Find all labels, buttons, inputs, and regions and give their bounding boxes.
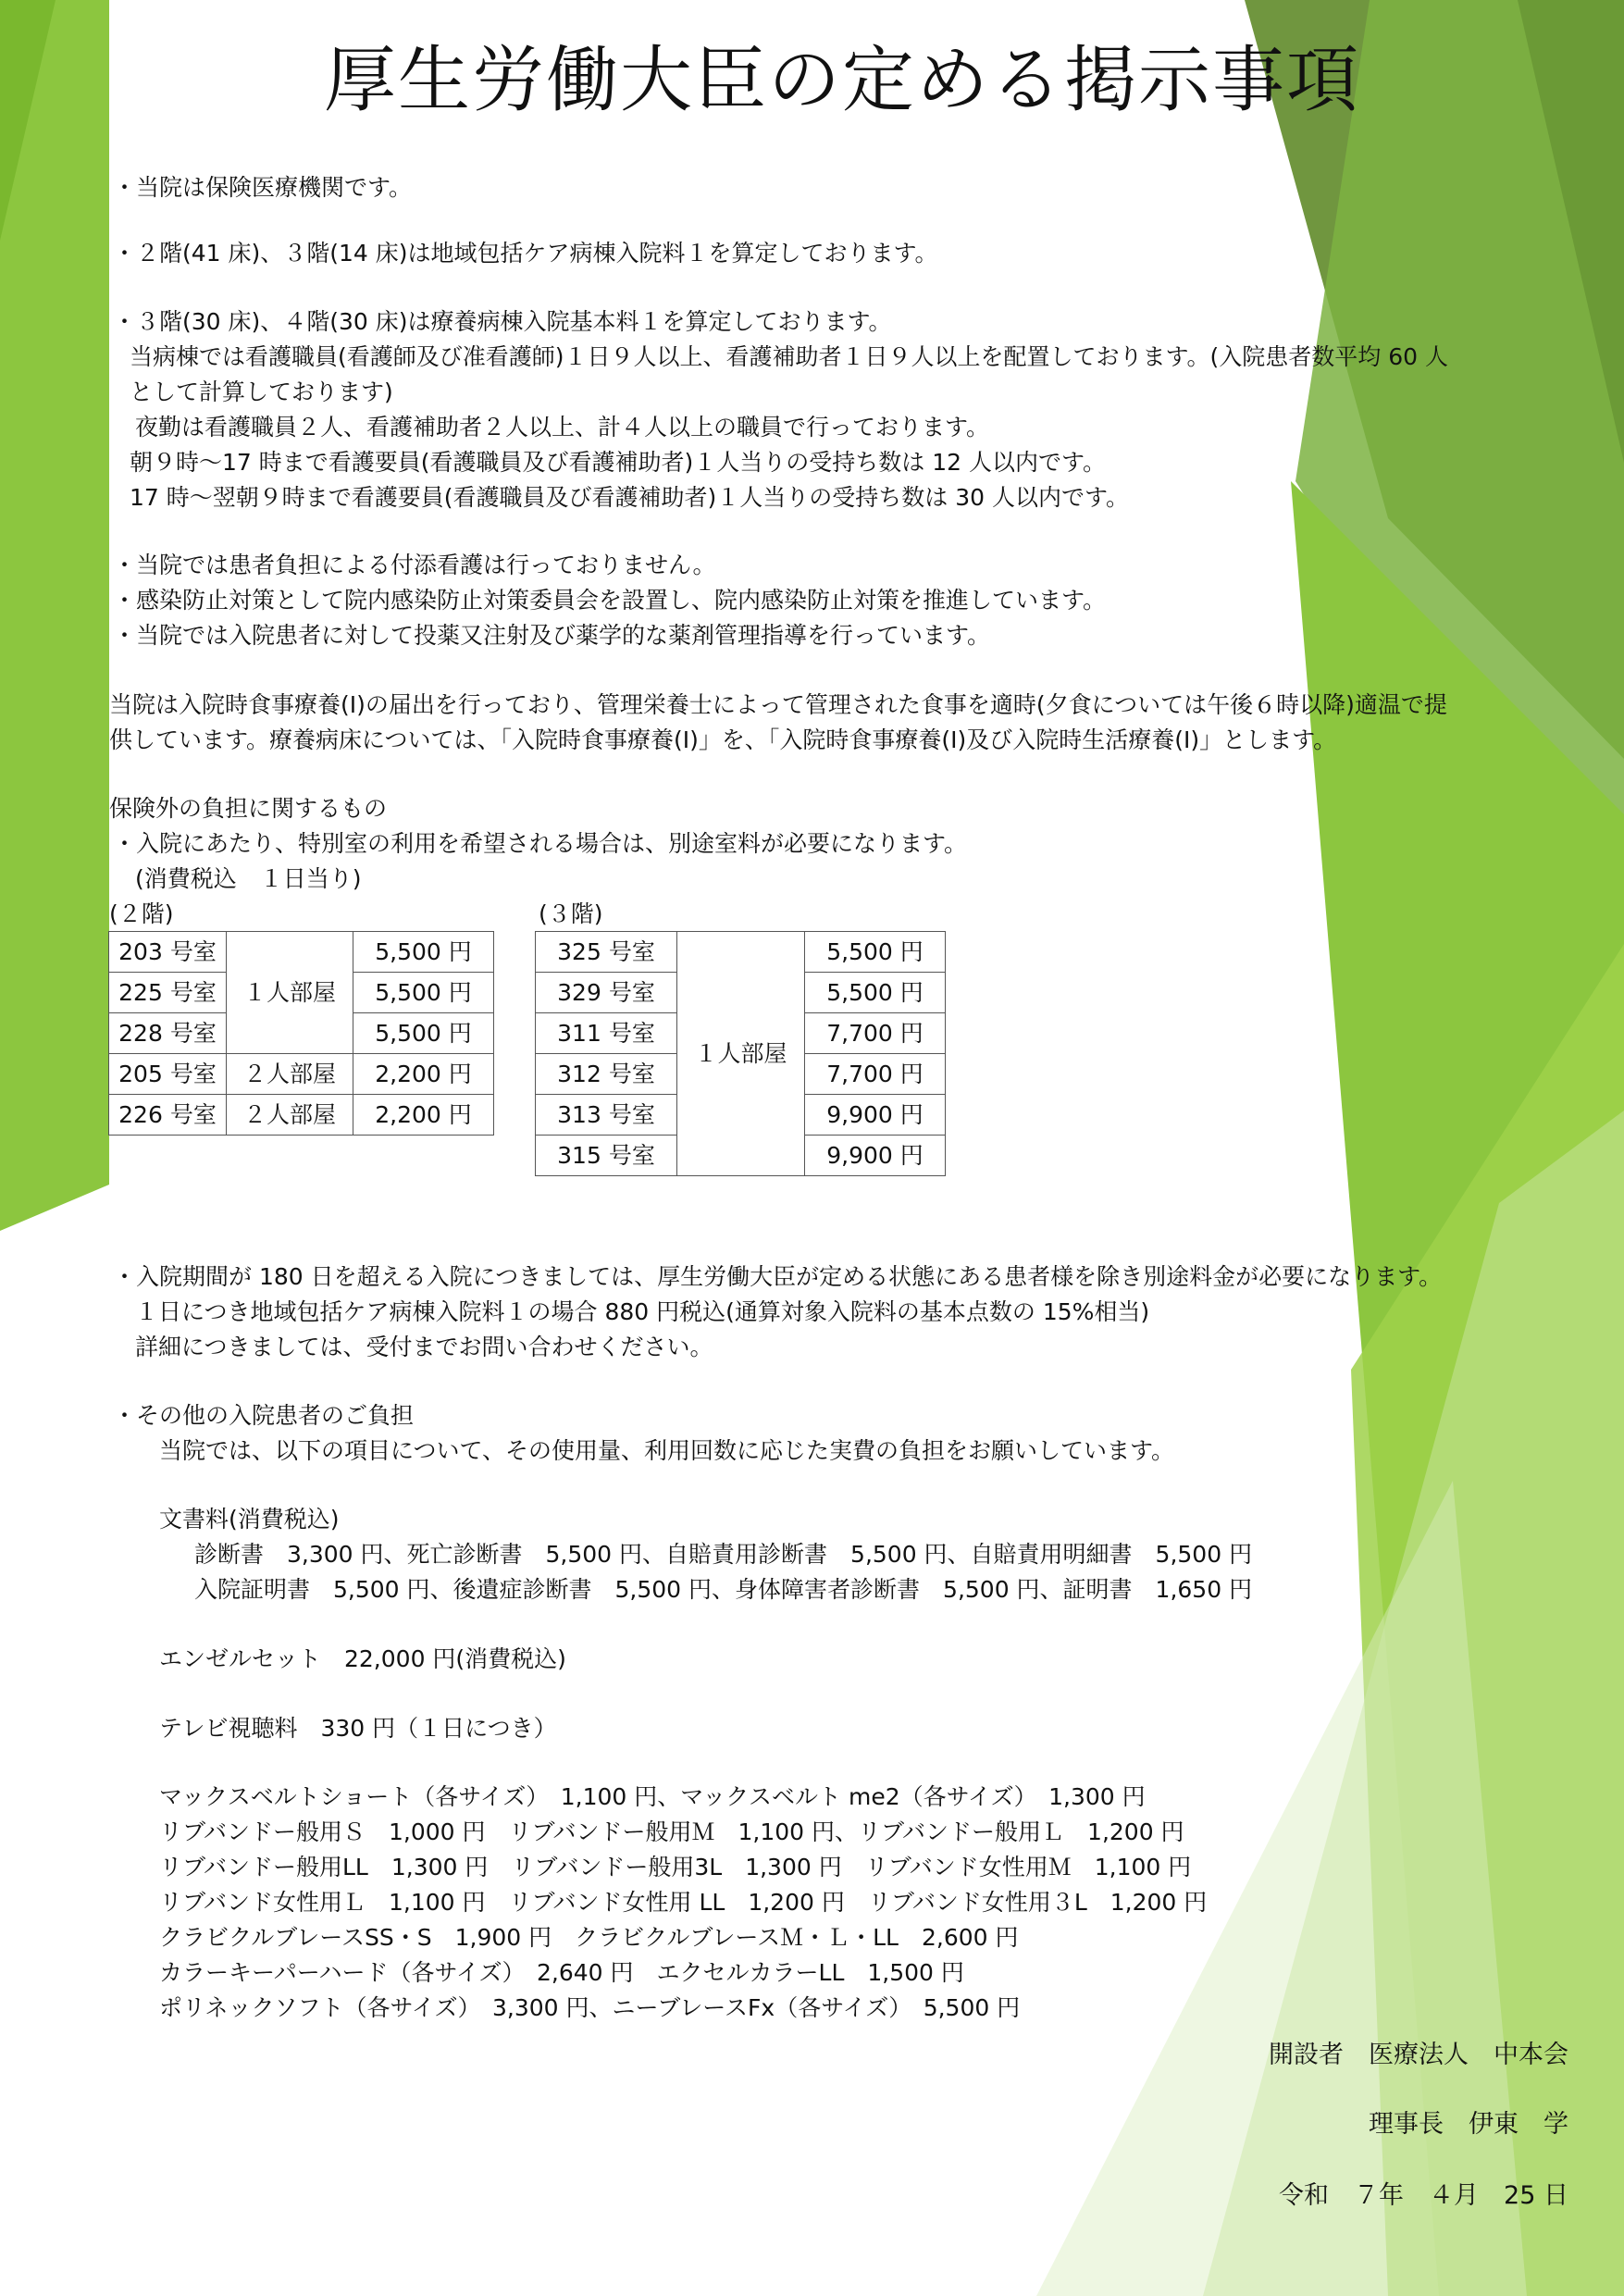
text-no-attendant: ・当院では患者負担による付添看護は行っておりません。 [113, 552, 716, 578]
floor2-label: (２階) [109, 900, 174, 927]
text-goods-2: リブバンドー般用Ｓ 1,000 円 リブバンドー般用Ｍ 1,100 円、リブバンドー般用Ｌ 1,200 円 [159, 1818, 1184, 1845]
text-drug-guidance: ・当院では入院患者に対して投薬又注射及び薬学的な薬剤管理指導を行っています。 [113, 622, 991, 649]
room-price: 7,700 円 [805, 1013, 946, 1054]
text-goods-6: カラーキーパーハード（各サイズ） 2,640 円 エクセルカラーLL 1,500 円 [159, 1959, 964, 1986]
room-price: 5,500 円 [353, 932, 494, 973]
room-type: ２人部屋 [227, 1054, 353, 1095]
text-document-fee-2: 入院証明書 5,500 円、後遺症診断書 5,500 円、身体障害者診断書 5,500 円、証明書 1,650 円 [194, 1576, 1253, 1603]
text-meals-1: 当院は入院時食事療養(Ⅰ)の届出を行っており、管理栄養士によって管理された食事を適時(夕食については午後６時以降)適温で提 [109, 691, 1447, 718]
text-long-stay: ・入院期間が 180 日を超える入院につきましては、厚生労働大臣が定める状態にある患者様を除き別途料金が必要になります。 [113, 1263, 1443, 1290]
room-type: １人部屋 [677, 932, 805, 1176]
room-number: 226 号室 [109, 1095, 227, 1136]
room-price: 5,500 円 [353, 1013, 494, 1054]
room-type: １人部屋 [227, 932, 353, 1054]
text-founder: 開設者 医療法人 中本会 [1269, 2041, 1568, 2069]
room-number: 325 号室 [536, 932, 677, 973]
room-price: 9,900 円 [805, 1095, 946, 1136]
text-document-fee-1: 診断書 3,300 円、死亡診断書 5,500 円、自賠責用診断書 5,500 円、自賠責用明細書 5,500 円 [194, 1541, 1253, 1568]
floor2-room-table [108, 931, 494, 1136]
table-row [536, 932, 946, 973]
text-staffing: 当病棟では看護職員(看護師及び准看護師)１日９人以上、看護補助者１日９人以上を配置しております。(入院患者数平均 60 人 [130, 343, 1448, 370]
text-goods-5: クラビクルブレースSS・S 1,900 円 クラビクルブレースＭ・Ｌ・LL 2,600 円 [159, 1924, 1019, 1951]
text-ltc-ward: ・３階(30 床)、４階(30 床)は療養病棟入院基本料１を算定しております。 [113, 308, 892, 335]
text-document-fee-heading: 文書料(消費税込) [159, 1506, 340, 1533]
room-number: 329 号室 [536, 973, 677, 1013]
text-goods-4: リブバンド女性用Ｌ 1,100 円 リブバンド女性用 LL 1,200 円 リブバンド女性用３L 1,200 円 [159, 1889, 1208, 1916]
text-goods-1: マックスベルトショート（各サイズ） 1,100 円、マックスベルト me2（各サイズ） 1,300 円 [159, 1783, 1146, 1810]
text-long-stay-contact: 詳細につきましては、受付までお問い合わせください。 [135, 1334, 713, 1360]
text-infection-control: ・感染防止対策として院内感染防止対策委員会を設置し、院内感染防止対策を推進しています。 [113, 587, 1107, 614]
text-long-stay-fee: １日につき地域包括ケア病棟入院料１の場合 880 円税込(通算対象入院料の基本点数の 15%相当) [135, 1298, 1150, 1325]
room-number: 315 号室 [536, 1136, 677, 1176]
room-number: 228 号室 [109, 1013, 227, 1054]
floor3-label: (３階) [539, 900, 603, 927]
room-number: 203 号室 [109, 932, 227, 973]
text-night-ratio: 17 時～翌朝９時まで看護要員(看護職員及び看護補助者)１人当りの受持ち数は 30 人以内です。 [130, 484, 1129, 511]
text-non-insured-heading: 保険外の負担に関するもの [109, 795, 388, 822]
text-special-room: ・入院にあたり、特別室の利用を希望される場合は、別途室料が必要になります。 [113, 830, 968, 857]
floor3-room-table [535, 931, 946, 1176]
text-tax-note: (消費税込 １日当り) [135, 865, 362, 892]
room-number: 311 号室 [536, 1013, 677, 1054]
room-price: 5,500 円 [805, 932, 946, 973]
room-price: 5,500 円 [353, 973, 494, 1013]
table-row [109, 1095, 494, 1136]
room-price: 2,200 円 [353, 1054, 494, 1095]
text-other-intro: 当院では、以下の項目について、その使用量、利用回数に応じた実費の負担をお願いしています。 [159, 1437, 1175, 1464]
text-tv-fee: テレビ視聴料 330 円（１日につき） [159, 1715, 557, 1742]
text-date: 令和 ７年 ４月 25 日 [1279, 2181, 1568, 2210]
text-other-heading: ・その他の入院患者のご負担 [113, 1402, 415, 1429]
text-night-shift: 夜勤は看護職員２人、看護補助者２人以上、計４人以上の職員で行っております。 [135, 414, 990, 441]
room-price: 7,700 円 [805, 1054, 946, 1095]
room-price: 5,500 円 [805, 973, 946, 1013]
room-number: 312 号室 [536, 1054, 677, 1095]
text-chairman: 理事長 伊東 学 [1369, 2110, 1568, 2139]
text-angel-set: エンゼルセット 22,000 円(消費税込) [159, 1645, 566, 1672]
room-type: ２人部屋 [227, 1095, 353, 1136]
table-row [109, 1054, 494, 1095]
text-goods-7: ポリネックソフト（各サイズ） 3,300 円、ニーブレースFx（各サイズ） 5,500 円 [159, 1994, 1021, 2021]
text-hospital-status: ・当院は保険医療機関です。 [113, 174, 413, 201]
room-number: 225 号室 [109, 973, 227, 1013]
table-row [109, 932, 494, 973]
text-community-care-ward: ・２階(41 床)、３階(14 床)は地域包括ケア病棟入院料１を算定しております。 [113, 240, 938, 267]
room-price: 2,200 円 [353, 1095, 494, 1136]
text-meals-2: 供しています。療養病床については、「入院時食事療養(Ⅰ)」を、「入院時食事療養(Ⅰ)及び入院時生活療養(Ⅰ)」とします。 [109, 726, 1337, 753]
room-number: 205 号室 [109, 1054, 227, 1095]
room-number: 313 号室 [536, 1095, 677, 1136]
page-title: 厚生労働大臣の定める掲示事項 [323, 39, 1360, 122]
text-staffing-cont: として計算しております) [130, 379, 393, 405]
text-goods-3: リブバンドー般用LL 1,300 円 リブバンドー般用3L 1,300 円 リブバンド女性用Ｍ 1,100 円 [159, 1854, 1192, 1880]
room-price: 9,900 円 [805, 1136, 946, 1176]
text-day-ratio: 朝９時～17 時まで看護要員(看護職員及び看護補助者)１人当りの受持ち数は 12 人以内です。 [130, 449, 1106, 476]
